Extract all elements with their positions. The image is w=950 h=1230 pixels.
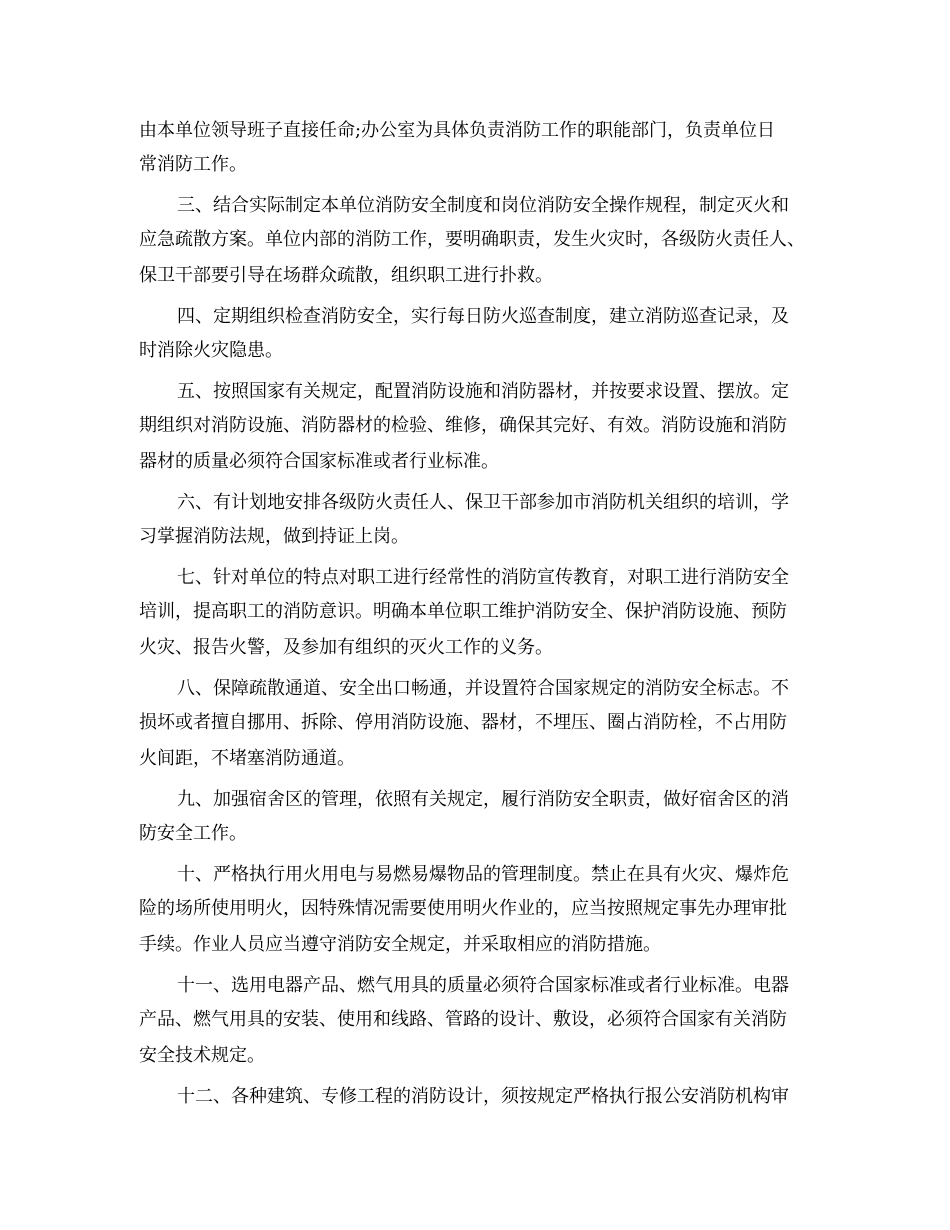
paragraph-first-line: 四、定期组织检查消防安全，实行每日防火巡查制度，建立消防巡查记录，及	[177, 306, 789, 327]
text-line: 产品、燃气用具的安装、使用和线路、管路的设计、敷设，必须符合国家有关消防	[139, 1009, 787, 1030]
paragraph-first-line: 十二、各种建筑、专修工程的消防设计，须按规定严格执行报公安消防机构审	[177, 1086, 789, 1107]
paragraph-first-line: 三、结合实际制定本单位消防安全制度和岗位消防安全操作规程，制定灭火和	[177, 195, 789, 216]
paragraph-first-line: 五、按照国家有关规定，配置消防设施和消防器材，并按要求设置、摆放。定	[177, 381, 789, 402]
text-line: 火灾、报告火警，及参加有组织的灭火工作的义务。	[139, 637, 553, 658]
paragraph-first-line: 六、有计划地安排各级防火责任人、保卫干部参加市消防机关组织的培训，学	[177, 492, 789, 513]
text-line: 应急疏散方案。单位内部的消防工作，要明确职责，发生火灾时，各级防火责任人、	[139, 229, 805, 250]
text-line: 常消防工作。	[139, 154, 247, 175]
paragraph-first-line: 八、保障疏散通道、安全出口畅通，并设置符合国家规定的消防安全标志。不	[177, 678, 789, 699]
text-line: 安全技术规定。	[139, 1045, 265, 1066]
text-line: 时消除火灾隐患。	[139, 340, 283, 361]
text-line: 损坏或者擅自挪用、拆除、停用消防设施、器材，不埋压、圈占消防栓，不占用防	[139, 712, 787, 733]
text-line: 险的场所使用明火，因特殊情况需要使用明火作业的，应当按照规定事先办理审批	[139, 898, 787, 919]
text-line: 器材的质量必须符合国家标准或者行业标准。	[139, 451, 499, 472]
text-line: 防安全工作。	[139, 823, 247, 844]
text-line: 期组织对消防设施、消防器材的检验、维修，确保其完好、有效。消防设施和消防	[139, 415, 787, 436]
paragraph-first-line: 十、严格执行用火用电与易燃易爆物品的管理制度。禁止在具有火灾、爆炸危	[177, 864, 789, 885]
text-line: 火间距，不堵塞消防通道。	[139, 748, 355, 769]
text-line: 保卫干部要引导在场群众疏散，组织职工进行扑救。	[139, 265, 553, 286]
text-line: 习掌握消防法规，做到持证上岗。	[139, 526, 409, 547]
paragraph-first-line: 九、加强宿舍区的管理，依照有关规定，履行消防安全职责，做好宿舍区的消	[177, 789, 789, 810]
paragraph-first-line: 七、针对单位的特点对职工进行经常性的消防宣传教育，对职工进行消防安全	[177, 567, 789, 588]
text-line: 由本单位领导班子直接任命;办公室为具体负责消防工作的职能部门，负责单位日	[139, 120, 776, 141]
paragraph-first-line: 十一、选用电器产品、燃气用具的质量必须符合国家标准或者行业标准。电器	[177, 975, 789, 996]
text-line: 手续。作业人员应当遵守消防安全规定，并采取相应的消防措施。	[139, 934, 661, 955]
text-line: 培训，提高职工的消防意识。明确本单位职工维护消防安全、保护消防设施、预防	[139, 601, 787, 622]
